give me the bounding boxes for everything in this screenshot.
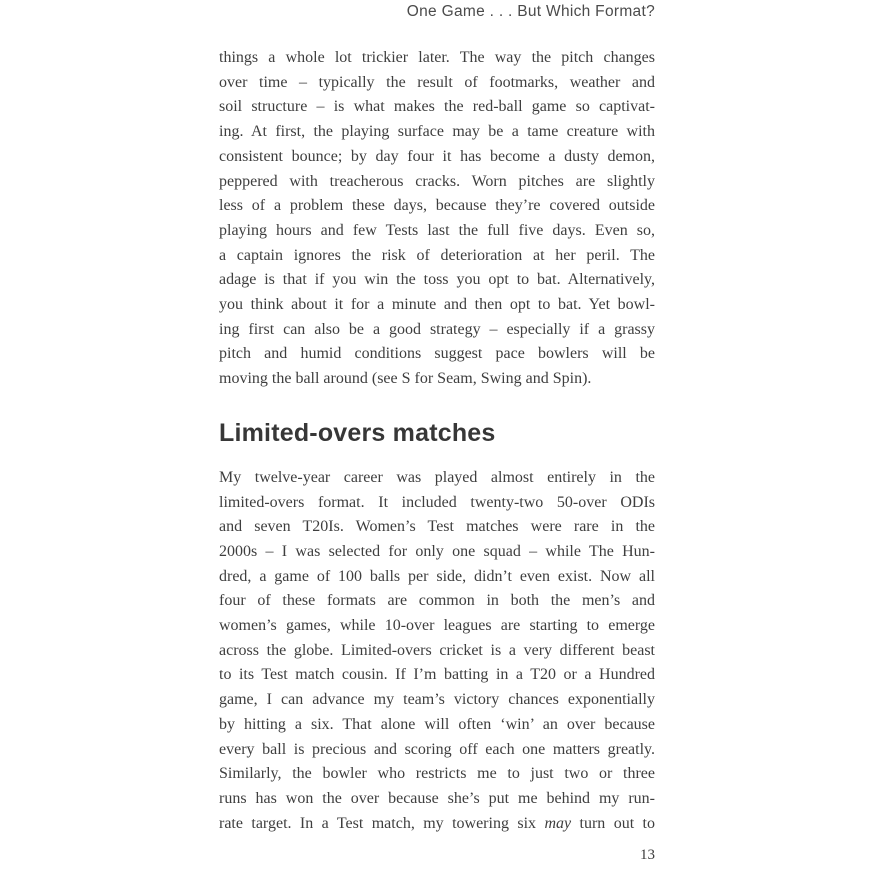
text-line: over time – typically the result of footmarks, weather and — [219, 73, 655, 91]
text-line: moving the ball around (see S for Seam, Swing and Spin). — [219, 370, 592, 388]
text-line: four of these formats are common in both the men’s and — [219, 592, 655, 610]
text-line: consistent bounce; by day four it has become a dusty demon, — [219, 147, 655, 165]
text-line: 2000s – I was selected for only one squad – while The Hun- — [219, 542, 655, 560]
text-line: a captain ignores the risk of deterioration at her peril. The — [219, 246, 655, 264]
text-line: you think about it for a minute and then opt to bat. Yet bowl- — [219, 296, 655, 314]
running-header: One Game . . . But Which Format? — [406, 3, 655, 20]
text-line: limited-overs format. It included twenty-two 50-over ODIs — [219, 493, 655, 511]
text-line: Similarly, the bowler who restricts me to just two or three — [219, 765, 655, 783]
text-line: ing first can also be a good strategy – especially if a grassy — [219, 320, 655, 338]
text-line: soil structure – is what makes the red-ball game so captivat- — [219, 98, 655, 116]
text-line: less of a problem these days, because they’re covered outside — [219, 197, 655, 215]
text-line: rate target. In a Test match, my towering six may turn out to — [219, 814, 656, 832]
text-line: game, I can advance my team’s victory chances exponentially — [219, 691, 655, 709]
text-line: pitch and humid conditions suggest pace bowlers will be — [219, 345, 655, 363]
text-line: and seven T20Is. Women’s Test matches were rare in the — [219, 518, 655, 536]
body-paragraph — [219, 466, 655, 837]
text-line: to its Test match cousin. If I’m batting in a T20 or a Hundred — [219, 666, 655, 684]
text-line: every ball is precious and scoring off each one matters greatly. — [219, 740, 655, 758]
text-line: dred, a game of 100 balls per side, didn’t even exist. Now all — [219, 567, 655, 585]
section-heading: Limited-overs matches — [219, 418, 496, 447]
page-number: 13 — [640, 847, 655, 863]
text-line: peppered with treacherous cracks. Worn pitches are slightly — [219, 172, 655, 190]
text-line: by hitting a six. That alone will often ‘win’ an over because — [219, 715, 655, 733]
text-line: playing hours and few Tests last the full five days. Even so, — [219, 221, 655, 239]
body-paragraph — [219, 46, 655, 392]
text-column — [219, 0, 655, 836]
text-line: runs has won the over because she’s put me behind my run- — [219, 789, 655, 807]
text-line: My twelve-year career was played almost entirely in the — [219, 468, 655, 486]
text-line: women’s games, while 10-over leagues are starting to emerge — [219, 617, 655, 635]
text-line: things a whole lot trickier later. The way the pitch changes — [219, 49, 655, 66]
text-line: ing. At first, the playing surface may be a tame creature with — [219, 123, 655, 141]
text-line: adage is that if you win the toss you opt to bat. Alternatively, — [219, 271, 655, 289]
text-line: across the globe. Limited-overs cricket is a very different beast — [219, 641, 655, 659]
